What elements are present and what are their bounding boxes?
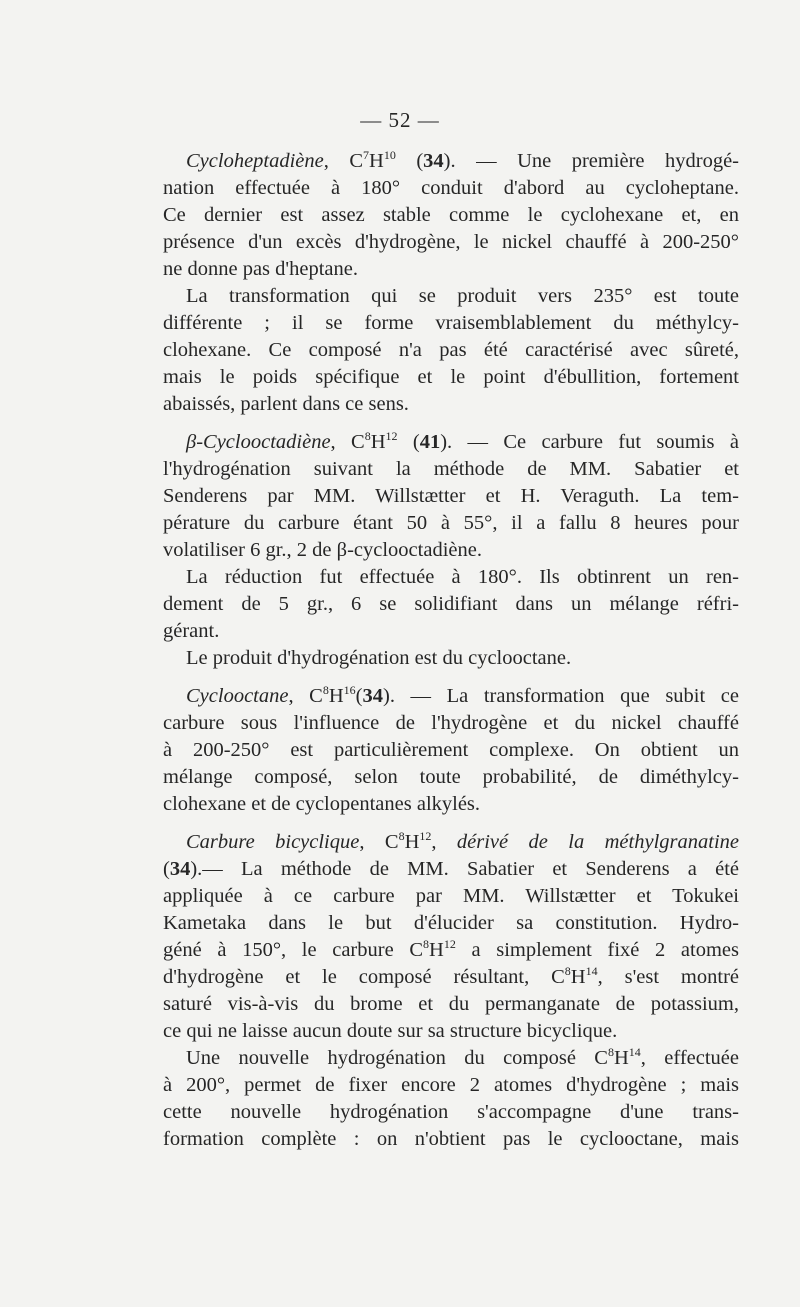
- text-line: formation complète : on n'obtient pas le cyclooctane, mais: [163, 1128, 739, 1150]
- text-line: La transformation qui se produit vers 235° est toute: [186, 285, 739, 307]
- text-line: mélange composé, selon toute probabilité, de diméthylcy-: [163, 766, 739, 788]
- text-line: à 200-250° est particulièrement complexe. On obtient un: [163, 739, 739, 761]
- text-line: Une nouvelle hydrogénation du composé $C^8H^{14}$, effectuée: [186, 1045, 739, 1069]
- reference-number: 34: [169, 858, 191, 880]
- text-line: pérature du carbure étant 50 à 55°, il a fallu 8 heures pour: [163, 512, 739, 534]
- text-line: présence d'un excès d'hydrogène, le nickel chauffé à 200-250°: [163, 231, 739, 253]
- text-line: appliquée à ce carbure par MM. Willstætter et Tokukei: [163, 885, 739, 907]
- text-line: l'hydrogénation suivant la méthode de MM. Sabatier et: [163, 458, 739, 480]
- paragraph-beta-cyclooctadiene: [163, 429, 739, 672]
- text-line: Senderens par MM. Willstætter et H. Veraguth. La tem-: [163, 485, 739, 507]
- paragraph-cyclooctane: [163, 683, 739, 818]
- reference-number: 34: [362, 685, 383, 707]
- text-line: géné à 150°, le carbure $C^8H^{12}$ a simplement fixé 2 atomes: [163, 937, 739, 961]
- text-line: gérant.: [163, 620, 220, 642]
- text-line: cette nouvelle hydrogénation s'accompagne d'une trans-: [163, 1101, 739, 1123]
- text-line: Kametaka dans le but d'élucider sa constitution. Hydro-: [163, 912, 739, 934]
- paragraph-bicyclic-hydrocarbon: [163, 829, 739, 1153]
- text-line: saturé vis-à-vis du brome et du permanganate de potassium,: [163, 993, 739, 1015]
- text-line: carbure sous l'influence de l'hydrogène et du nickel chauffé: [163, 712, 739, 734]
- reference-number: 41: [419, 431, 441, 453]
- text-line: Carbure bicyclique, $C^8H^{12}$, dérivé de la méthylgranatine: [186, 829, 739, 853]
- text-line: mais le poids spécifique et le point d'ébullition, fortement: [163, 366, 739, 388]
- text-line: différente ; il se forme vraisemblablement du méthylcy-: [163, 312, 739, 334]
- page-number: — 52 —: [360, 108, 440, 132]
- text-line: ce qui ne laisse aucun doute sur sa structure bicyclique.: [163, 1020, 618, 1042]
- text-line: clohexane et de cyclopentanes alkylés.: [163, 793, 481, 815]
- text-line: abaissés, parlent dans ce sens.: [163, 393, 409, 415]
- text-line: clohexane. Ce composé n'a pas été caractérisé avec sûreté,: [163, 339, 739, 361]
- text-line: nation effectuée à 180° conduit d'abord au cycloheptane.: [163, 177, 739, 199]
- body-text: [163, 148, 739, 1153]
- text-line: volatiliser 6 gr., 2 de β-cyclooctadiène.: [163, 539, 482, 561]
- text-line: Cyclooctane, $C^8H^{16}(34)$. — La transformation que subit ce: [186, 683, 739, 707]
- text-line: Cycloheptadiène, $C^7H^{10}$ (34). — Une première hydrogé-: [186, 148, 740, 172]
- text-line: dement de 5 gr., 6 se solidifiant dans un mélange réfri-: [163, 593, 739, 615]
- text-line: β-Cyclooctadiène, $C^8H^{12}$ (41). — Ce carbure fut soumis à: [186, 429, 739, 453]
- text-line: à 200°, permet de fixer encore 2 atomes d'hydrogène ; mais: [163, 1074, 739, 1096]
- text-line: Ce dernier est assez stable comme le cyclohexane et, en: [163, 204, 739, 226]
- text-line: ne donne pas d'heptane.: [163, 258, 358, 280]
- text-line: (34).— La méthode de MM. Sabatier et Senderens a été: [163, 858, 739, 880]
- text-line: Le produit d'hydrogénation est du cyclooctane.: [186, 647, 572, 669]
- paragraph-cycloheptadiene: [163, 148, 739, 418]
- text-line: d'hydrogène et le composé résultant, $C^8H^{14}$, s'est montré: [163, 964, 739, 988]
- text-line: La réduction fut effectuée à 180°. Ils obtinrent un ren-: [186, 566, 739, 588]
- reference-number: 34: [423, 150, 444, 172]
